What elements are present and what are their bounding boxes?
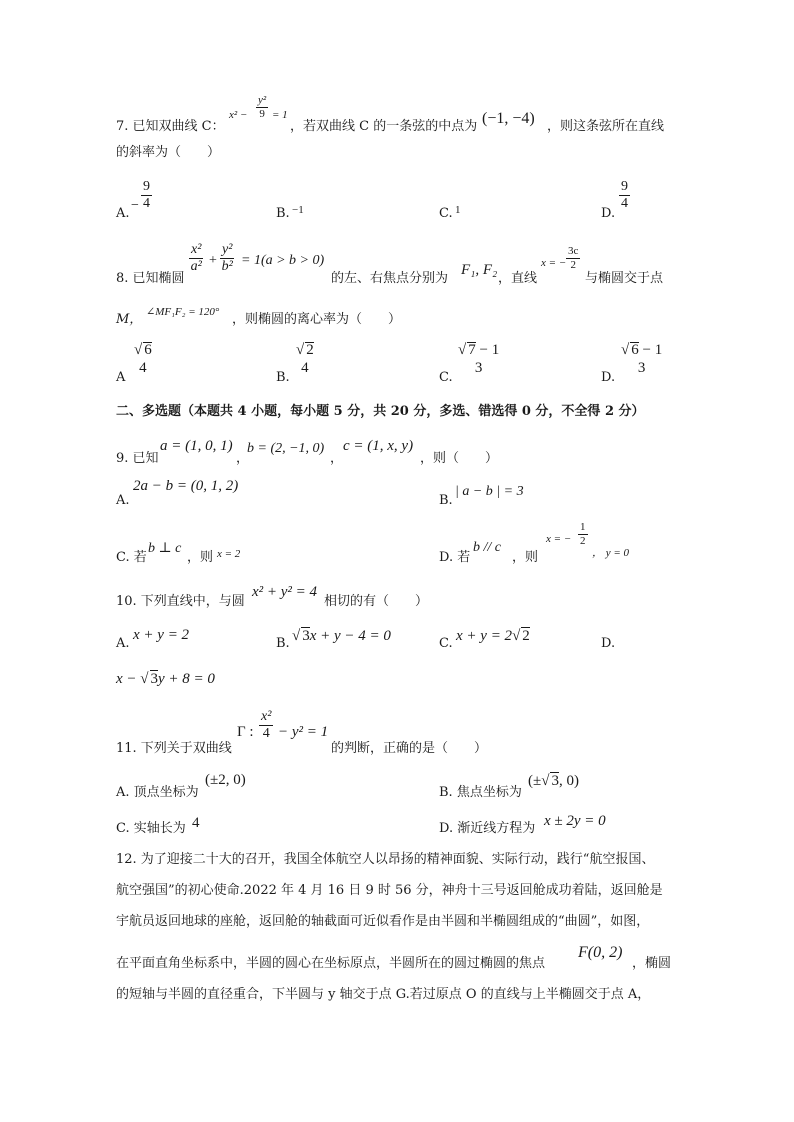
q9-comma-1: ， [236, 451, 250, 466]
q10-option-c-label: C. [439, 636, 453, 651]
q8-option-a-label: A [116, 370, 126, 385]
q9-option-c-cond: b ⊥ c [148, 541, 182, 556]
q9-option-d-fraction: 1 2 [580, 521, 586, 547]
q10-prefix: 10. 下列直线中，与圆 [116, 594, 245, 609]
q12-line-5: 的短轴与半圆的直径重合，下半圆与 y 轴交于点 G.若过原点 O 的直线与上半椭圆交于点 A， [116, 987, 651, 1002]
q10-suffix: 相切的有（ ） [324, 594, 429, 609]
q7-line2: 的斜率为（ ） [116, 145, 221, 160]
q11-suffix: 的判断，正确的是（ ） [331, 741, 488, 756]
q12-line-4: 在平面直角坐标系中，半圆的圆心在坐标原点，半圆所在的圆过椭圆的焦点 [116, 956, 546, 971]
q9-option-d-mid: ，则 [512, 550, 539, 565]
q11-option-d-label: D. 渐近线方程为 [439, 821, 536, 836]
q10-option-d: x − √ 3y + 8 = 0 [116, 671, 215, 687]
q9-option-a: 2a − b = (0, 1, 2) [133, 478, 239, 494]
q8-angle: ∠MF₁F₂ = 120° [146, 306, 220, 318]
q7-point: (−1, −4) [482, 110, 535, 127]
q11-option-c-label: C. 实轴长为 [116, 821, 186, 836]
q7-eq-right: = 1 [272, 109, 288, 121]
q11-eq-rest: − y² = 1 [278, 724, 329, 740]
q8-option-d-fraction: √ 6 − 1 3 [621, 342, 663, 376]
q7-prefix: 7. 已知双曲线 C： [116, 119, 225, 134]
q7-eq-fraction: y² 9 [258, 94, 267, 120]
q10-option-a: x + y = 2 [133, 627, 190, 643]
q8-line2-suffix: ，则椭圆的离心率为（ ） [232, 312, 402, 327]
q8-line-lhs: x = − [541, 257, 567, 269]
q8-prefix: 8. 已知椭圆 [116, 271, 185, 286]
q8-option-b-fraction: √ 2 4 [296, 342, 314, 376]
q7-option-d-label: D. [601, 206, 616, 221]
q9-option-d-cond: b // c [473, 540, 501, 555]
q9-option-b-label: B. [439, 493, 453, 508]
q10-option-c: x + y = 2√ 2 [456, 628, 530, 644]
q8-plus: + [209, 253, 217, 268]
q8-mid: 的左、右焦点分别为 [331, 271, 449, 286]
q8-m-point: M， [116, 312, 143, 327]
q9-prefix: 9. 已知 [116, 451, 159, 466]
q9-vector-a: a = (1, 0, 1) [160, 438, 233, 454]
q11-prefix: 11. 下列关于双曲线 [116, 741, 232, 756]
q8-option-c-label: C. [439, 370, 453, 385]
q7-mid: ，若双曲线 C 的一条弦的中点为 [290, 119, 478, 134]
q11-option-b-label: B. 焦点坐标为 [439, 785, 522, 800]
q9-option-c-label: C. 若 [116, 550, 147, 565]
q7-option-a-fraction: 9 4 [143, 179, 150, 211]
q7-suffix: ，则这条弦所在直线 [547, 119, 665, 134]
q9-suffix: ，则（ ） [420, 451, 499, 466]
q11-option-a: (±2, 0) [205, 772, 246, 788]
q9-option-d-label: D. 若 [439, 550, 471, 565]
q7-option-c-label: C. [439, 206, 453, 221]
q9-option-b: | a − b | = 3 [455, 484, 524, 499]
q8-ellipse-rest: = 1(a > b > 0) [241, 253, 325, 268]
q12-line-3: 宇航员返回地球的座舱，返回舱的轴截面可近似看作是由半圆和半椭圆组成的“曲圆”，如图， [116, 914, 650, 929]
q11-option-d: x ± 2y = 0 [544, 813, 606, 829]
q9-option-a-label: A. [116, 493, 130, 508]
q10-option-d-label: D. [601, 636, 616, 651]
q11-option-b: (±√ 3, 0) [528, 773, 579, 789]
q9-option-d-y: ， y = 0 [592, 547, 630, 559]
q8-line-fraction: 3c 2 [568, 245, 579, 271]
q10-option-b: √ 3x + y − 4 = 0 [292, 628, 391, 644]
q11-option-a-label: A. 顶点坐标为 [116, 785, 199, 800]
q7-option-c-value: 1 [455, 204, 461, 216]
q12-line-1: 12. 为了迎接二十大的召开，我国全体航空人以昂扬的精神面貌、实际行动，践行“航空报国、 [116, 852, 655, 867]
q7-option-a-label: A. [116, 206, 130, 221]
q8-option-d-label: D. [601, 370, 616, 385]
q8-option-c-fraction: √ 7 − 1 3 [458, 342, 500, 376]
q12-focus-point: F(0, 2) [578, 944, 623, 961]
q11-option-c: 4 [192, 815, 200, 831]
q10-option-b-label: B. [276, 636, 290, 651]
q9-vector-c: c = (1, x, y) [343, 438, 414, 454]
q8-option-b-label: B. [276, 370, 290, 385]
q8-ellipse-x-fraction: x² a² [190, 242, 202, 274]
q9-option-d-x: x = − [546, 533, 572, 545]
q12-line-2: 航空强国”的初心使命.2022 年 4 月 16 日 9 时 56 分，神舟十三号返回舱成功着陆，返回舱是 [116, 883, 663, 898]
q11-fraction: x² 4 [261, 709, 272, 741]
q8-foci: F₁, F₂ [461, 262, 498, 278]
q7-option-b-label: B. [276, 206, 290, 221]
q8-suffix: 与椭圆交于点 [585, 271, 664, 286]
q10-circle: x² + y² = 4 [252, 584, 318, 600]
q8-option-a-fraction: √ 6 4 [134, 342, 152, 376]
q9-comma-2: ， [330, 451, 344, 466]
q7-option-a-sign: − [131, 198, 139, 213]
section-2-heading: 二、多选题（本题共 4 小题，每小题 5 分，共 20 分，多选、错选得 0 分，不全得 2 分） [116, 404, 645, 419]
q9-option-c-mid: ，则 [187, 550, 214, 565]
q12-line-4-suffix: ，椭圆 [632, 956, 672, 971]
q7-eq-left: x² − [229, 109, 248, 121]
q9-vector-b: b = (2, −1, 0) [247, 441, 325, 456]
q8-ellipse-y-fraction: y² b² [221, 242, 233, 274]
q7-option-d-fraction: 9 4 [621, 179, 628, 211]
q7-option-b-value: −1 [292, 204, 304, 216]
q9-option-c-result: x = 2 [217, 548, 241, 560]
q8-mid2: ，直线 [498, 271, 538, 286]
q10-option-a-label: A. [116, 636, 130, 651]
q11-gamma: Γ : [237, 724, 254, 740]
